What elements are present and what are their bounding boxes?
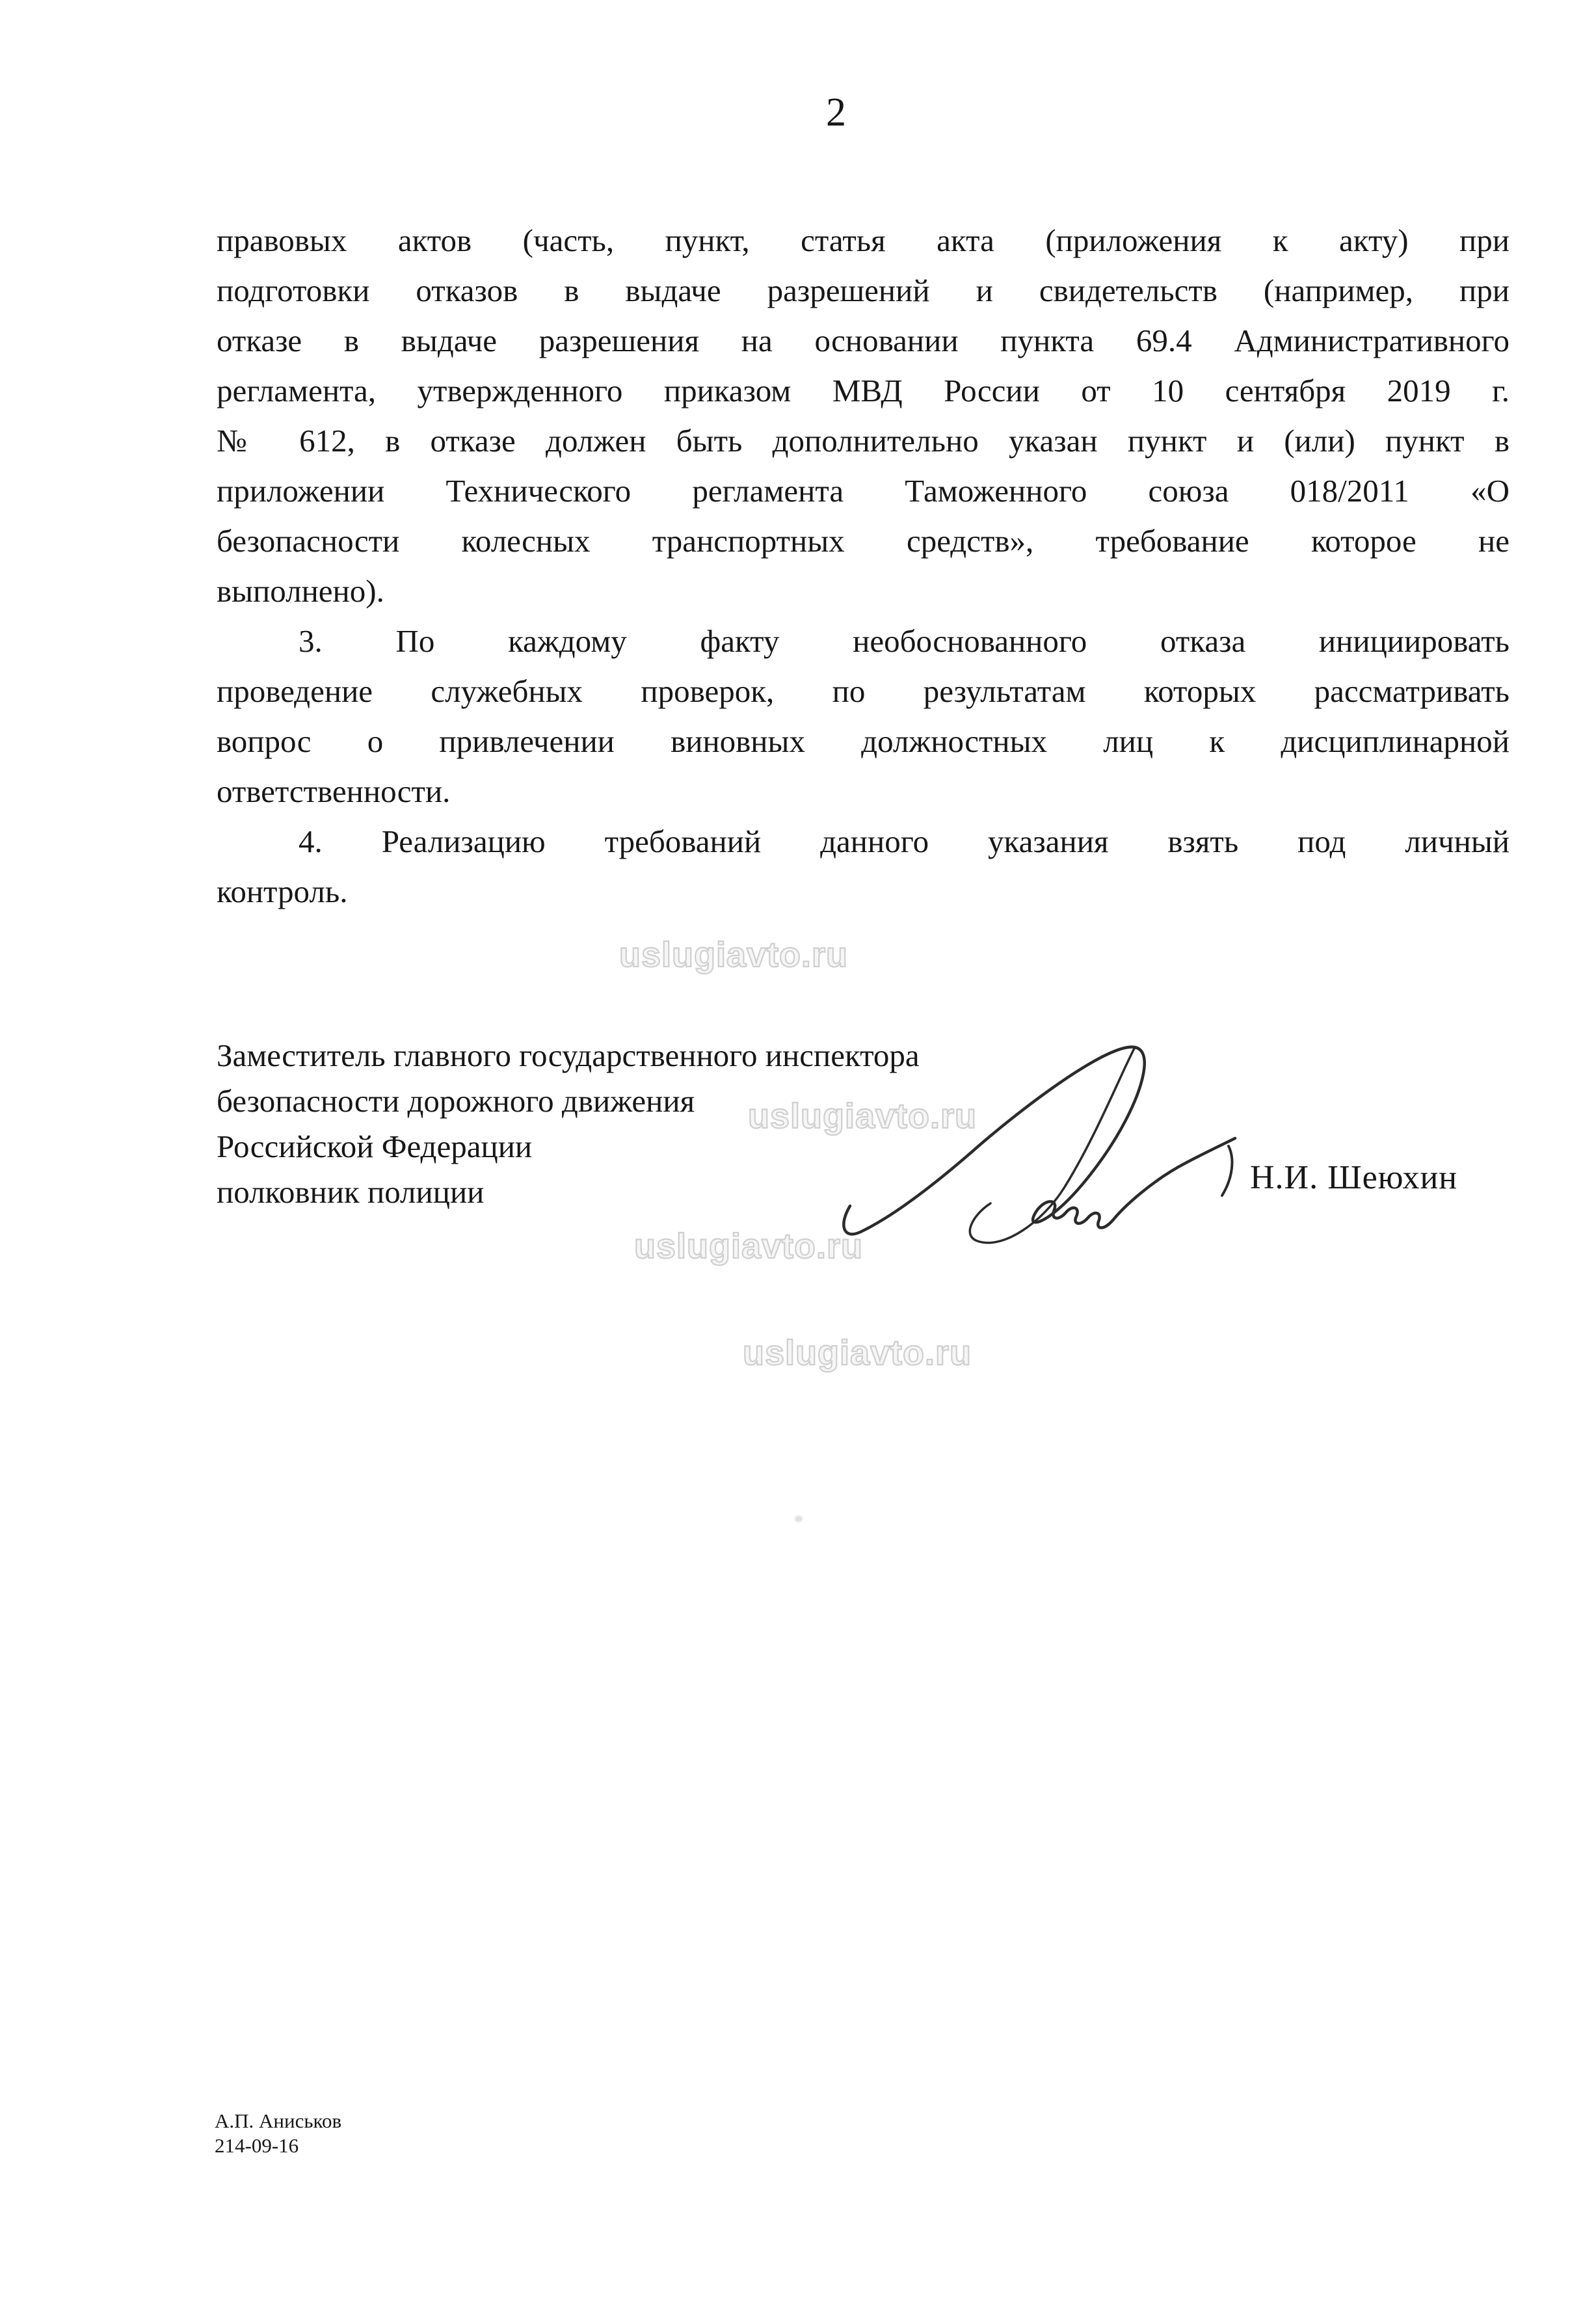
text-line: приложении Технического регламента Таможенного союза 018/2011 «О <box>217 473 1510 509</box>
handwritten-signature <box>834 1036 1251 1257</box>
signatory-title-line: безопасности дорожного движения <box>217 1083 695 1119</box>
signatory-name: Н.И. Шеюхин <box>1250 1159 1458 1196</box>
document-body <box>217 215 1510 916</box>
text-line: проведение служебных проверок, по результатам которых рассматривать <box>217 673 1510 709</box>
executor-name: А.П. Аниськов <box>215 2109 342 2132</box>
text-line: контроль. <box>217 874 348 909</box>
text-line: вопрос о привлечении виновных должностных лиц к дисциплинарной <box>217 723 1510 759</box>
signatory-title-line: полковник полиции <box>217 1174 485 1210</box>
text-line: правовых актов (часть, пункт, статья акта (приложения к акту) при <box>217 222 1510 258</box>
executor-phone: 214-09-16 <box>215 2134 299 2157</box>
watermark: uslugiavto.ru <box>743 1333 972 1372</box>
text-line: безопасности колесных транспортных средств», требование которое не <box>217 523 1510 559</box>
watermark: uslugiavto.ru <box>634 1227 864 1266</box>
page-number: 2 <box>826 90 846 135</box>
text-line: отказе в выдаче разрешения на основании пункта 69.4 Административного <box>217 323 1510 358</box>
signatory-title-line: Российской Федерации <box>217 1129 533 1164</box>
text-line: 4. Реализацию требований данного указания взять под личный <box>299 823 1510 859</box>
watermark: uslugiavto.ru <box>619 935 849 974</box>
watermark: uslugiavto.ru <box>748 1097 978 1136</box>
executor-block <box>215 2109 341 2158</box>
scan-artifact <box>795 1516 803 1522</box>
text-line: ответственности. <box>217 773 451 809</box>
signatory-title-line: Заместитель главного государственного инспектора <box>217 1037 920 1073</box>
text-line: 3. По каждому факту необоснованного отказа инициировать <box>299 623 1510 659</box>
text-line: регламента, утвержденного приказом МВД России от 10 сентября 2019 г. <box>217 373 1510 408</box>
text-line: выполнено). <box>217 573 384 609</box>
text-line: подготовки отказов в выдаче разрешений и свидетельств (например, при <box>217 273 1510 308</box>
text-line: № 612, в отказе должен быть дополнительно указан пункт и (или) пункт в <box>217 423 1510 459</box>
